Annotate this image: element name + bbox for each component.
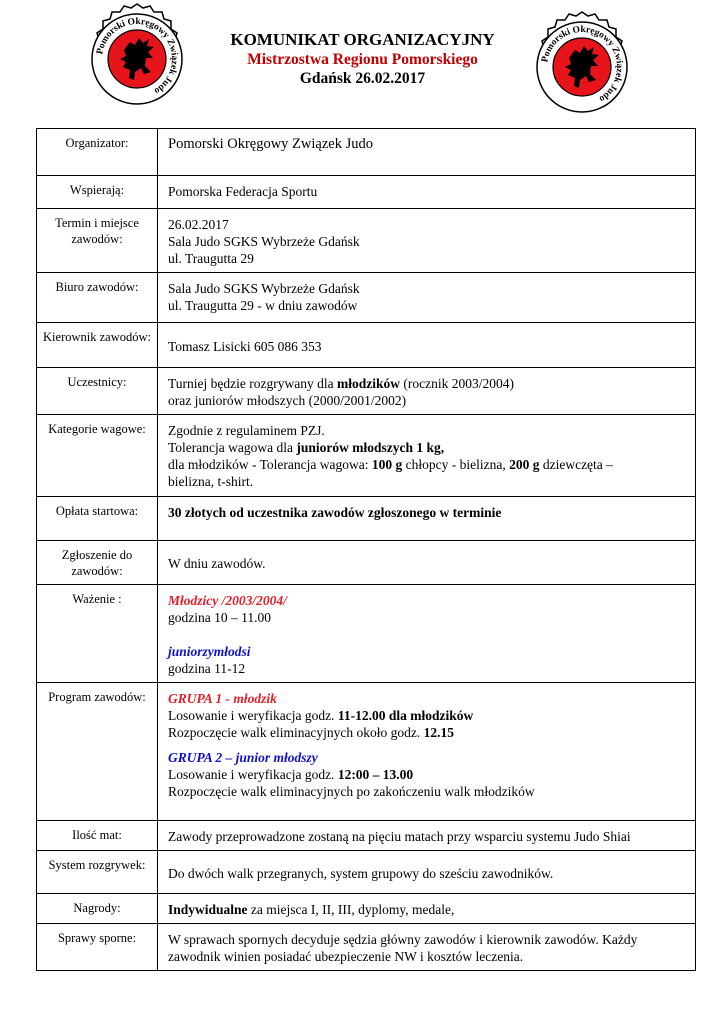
program-group1-draw: Losowanie i weryfikacja godz. — [168, 708, 338, 723]
value-registration: W dniu zawodów. — [158, 541, 696, 585]
label-term: Termin i miejsce zawodów: — [37, 209, 158, 273]
office-venue: Sala Judo SGKS Wybrzeże Gdańsk — [168, 281, 360, 296]
value-program — [158, 683, 696, 821]
row-term — [37, 209, 696, 273]
weights-clothing: bielizna, t-shirt. — [168, 474, 254, 489]
row-office — [37, 273, 696, 323]
value-participants — [158, 368, 696, 415]
participants-years: (rocznik 2003/2004) — [399, 376, 514, 391]
label-weighin: Ważenie : — [37, 585, 158, 683]
program-group1: GRUPA 1 - młodzik — [168, 691, 277, 706]
value-support: Pomorska Federacja Sportu — [158, 176, 696, 209]
awards-type: Indywidualne — [168, 902, 248, 917]
logo-left-text: Pomorski Okręgowy Związek Judo — [95, 16, 180, 96]
value-system: Do dwóch walk przegranych, system grupowy do sześciu zawodników. — [158, 851, 696, 894]
label-director: Kierownik zawodów: — [37, 323, 158, 368]
row-fee — [37, 497, 696, 541]
row-awards — [37, 894, 696, 924]
value-weights — [158, 415, 696, 497]
document-title: KOMUNIKAT ORGANIZACYJNY — [230, 30, 495, 49]
row-registration — [37, 541, 696, 585]
label-program: Program zawodów: — [37, 683, 158, 821]
program-group2: GRUPA 2 – junior młodszy — [168, 750, 318, 765]
participants-text: Turniej będzie rozgrywany dla — [168, 376, 337, 391]
row-weights — [37, 415, 696, 497]
term-date: 26.02.2017 — [168, 217, 229, 232]
label-system: System rozgrywek: — [37, 851, 158, 894]
weighin-group1-time: godzina 10 – 11.00 — [168, 610, 271, 625]
row-participants — [37, 368, 696, 415]
value-awards — [158, 894, 696, 924]
label-weights: Kategorie wagowe: — [37, 415, 158, 497]
program-group1-start: Rozpoczęcie walk eliminacyjnych około godz. — [168, 725, 424, 740]
weights-youth-text: dla młodzików - Tolerancja wagowa: — [168, 457, 372, 472]
row-program — [37, 683, 696, 821]
program-group1-draw-time: 11-12.00 dla młodzików — [337, 708, 474, 723]
weights-tolerance-text: Tolerancja wagowa dla — [168, 440, 297, 455]
weights-girls-text: dziewczęta – — [539, 457, 613, 472]
row-system — [37, 851, 696, 894]
weights-boys-tolerance: 100 g — [371, 457, 403, 472]
office-address: ul. Traugutta 29 - w dniu zawodów — [168, 298, 358, 313]
logo-right-text: Pomorski Okręgowy Związek Judo — [540, 24, 625, 104]
program-group2-start: Rozpoczęcie walk eliminacyjnych po zakończeniu walk młodzików — [168, 784, 535, 799]
row-organizer — [37, 129, 696, 176]
program-group2-draw-time: 12:00 – 13.00 — [337, 767, 414, 782]
row-weighin — [37, 585, 696, 683]
value-organizer: Pomorski Okręgowy Związek Judo — [158, 129, 696, 176]
value-weighin — [158, 585, 696, 683]
weights-boys-text: chłopcy - bielizna, — [402, 457, 510, 472]
weights-rules: Zgodnie z regulaminem PZJ. — [168, 423, 325, 438]
label-awards: Nagrody: — [37, 894, 158, 924]
term-venue: Sala Judo SGKS Wybrzeże Gdańsk — [168, 234, 360, 249]
weighin-group1: Młodzicy /2003/2004/ — [168, 593, 287, 608]
label-organizer: Organizator: — [37, 129, 158, 176]
label-participants: Uczestnicy: — [37, 368, 158, 415]
label-fee: Opłata startowa: — [37, 497, 158, 541]
label-office: Biuro zawodów: — [37, 273, 158, 323]
label-registration: Zgłoszenie do zawodów: — [37, 541, 158, 585]
weighin-group2: juniorzymłodsi — [168, 644, 251, 659]
value-term — [158, 209, 696, 273]
info-table — [36, 128, 696, 971]
term-address: ul. Traugutta 29 — [168, 251, 254, 266]
event-name: Mistrzostwa Regionu Pomorskiego — [247, 51, 478, 68]
event-place-date: Gdańsk 26.02.2017 — [299, 70, 426, 87]
label-disputes: Sprawy sporne: — [37, 924, 158, 971]
program-group1-start-time: 12.15 — [423, 725, 455, 740]
row-director — [37, 323, 696, 368]
participants-group: młodzików — [336, 376, 400, 391]
weights-junior-tolerance: juniorów młodszych 1 kg, — [296, 440, 445, 455]
row-mats — [37, 821, 696, 851]
label-support: Wspierają: — [37, 176, 158, 209]
participants-juniors: oraz juniorów młodszych (2000/2001/2002) — [168, 393, 407, 408]
value-mats: Zawody przeprowadzone zostaną na pięciu matach przy wsparciu systemu Judo Shiai — [158, 821, 696, 851]
value-director: Tomasz Lisicki 605 086 353 — [158, 323, 696, 368]
logo-left — [80, 2, 194, 116]
program-group2-draw: Losowanie i weryfikacja godz. — [168, 767, 338, 782]
label-mats: Ilość mat: — [37, 821, 158, 851]
weighin-group2-time: godzina 11-12 — [168, 661, 246, 676]
row-support — [37, 176, 696, 209]
weights-girls-tolerance: 200 g — [509, 457, 540, 472]
row-disputes — [37, 924, 696, 971]
logo-right — [525, 10, 639, 124]
value-fee: 30 złotych od uczestnika zawodów zgłoszonego w terminie — [158, 497, 696, 541]
awards-detail: za miejsca I, II, III, dyplomy, medale, — [247, 902, 455, 917]
value-disputes: W sprawach spornych decyduje sędzia główny zawodów i kierownik zawodów. Każdy zawodnik winien posiadać ubezpieczenie NW i kosztów leczenia. — [158, 924, 696, 971]
value-office — [158, 273, 696, 323]
document-header — [200, 30, 525, 88]
